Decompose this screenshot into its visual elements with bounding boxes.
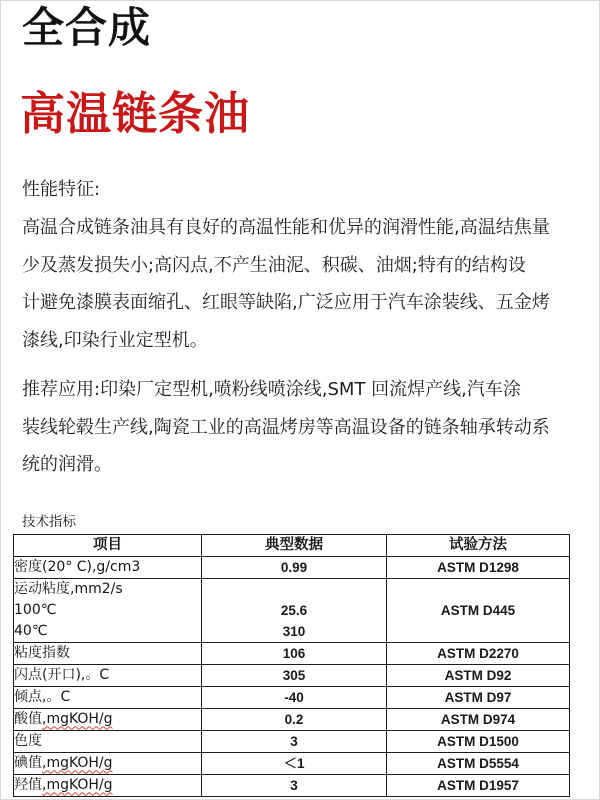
item-label: 羟值 [14,776,42,793]
value-cell: 3 [202,774,387,796]
product-name-title: 高温链条油 [20,87,251,140]
table-row [14,664,570,686]
item-cell: 粘度指数 [14,642,202,664]
method-cell: ASTM D1298 [387,556,570,578]
item-line: 40℃ [14,622,48,639]
paragraph-line: 装线轮毂生产线,陶瓷工业的高温烤房等高温设备的链条轴承转动系 [22,416,550,438]
table-caption: 技术指标 [22,513,76,530]
product-category-title: 全合成 [22,3,152,52]
item-line: 运动粘度,mm2/s [14,580,123,597]
item-cell [14,578,202,642]
table-row [14,752,570,774]
item-unit: ,mgKOH/g [42,710,113,727]
item-cell [14,708,202,730]
value-cell: 0.99 [202,556,387,578]
method-cell: ASTM D1500 [387,730,570,752]
item-unit: ,mgKOH/g [42,754,113,771]
column-header-test-method: 试验方法 [387,534,570,556]
table-row [14,642,570,664]
value-cell [202,578,387,642]
paragraph-line: 少及蒸发损失小;高闪点,不产生油泥、积碳、油烟;特有的结构设 [22,254,526,276]
item-line: 100℃ [14,601,57,618]
method-cell: ASTM D2270 [387,642,570,664]
specs-table [13,534,570,797]
value-cell: 106 [202,642,387,664]
item-unit: ,mgKOH/g [42,776,113,793]
item-cell [14,774,202,796]
value-cell: ＜1 [202,752,387,774]
method-cell: ASTM D97 [387,686,570,708]
method-cell: ASTM D5554 [387,752,570,774]
item-label: 酸值 [14,710,42,727]
value-cell: 0.2 [202,708,387,730]
table-row [14,730,570,752]
method-cell: ASTM D92 [387,664,570,686]
item-cell: 密度(20° C),g/cm3 [14,556,202,578]
item-cell: 色度 [14,730,202,752]
method-cell: ASTM D1957 [387,774,570,796]
paragraph-line: 统的润滑。 [22,454,112,475]
paragraph-line: 漆线,印染行业定型机。 [22,329,208,351]
performance-paragraph [22,209,573,359]
paragraph-line: 高温合成链条油具有良好的高温性能和优异的润滑性能,高温结焦量 [22,217,550,238]
application-paragraph [22,371,573,484]
table-row [14,774,570,796]
value-cell: -40 [202,686,387,708]
item-label: 碘值 [14,754,42,771]
table-row [14,556,570,578]
table-row [14,686,570,708]
value-cell: 3 [202,730,387,752]
item-cell [14,752,202,774]
table-header-row [14,534,570,556]
paragraph-line: 推荐应用:印染厂定型机,喷粉线喷涂线,SMT 回流焊产线,汽车涂 [22,379,521,400]
value-line: 310 [282,623,306,639]
item-cell: 闪点(开口),。C [14,664,202,686]
value-line: 25.6 [280,602,308,618]
paragraph-line: 计避免漆膜表面缩孔、红眼等缺陷,广泛应用于汽车涂装线、五金烤 [22,292,550,313]
performance-heading: 性能特征: [22,179,101,200]
item-cell: 倾点,。C [14,686,202,708]
method-cell: ASTM D974 [387,708,570,730]
method-cell: ASTM D445 [387,578,570,642]
table-row [14,708,570,730]
value-line [202,579,386,600]
value-cell: 305 [202,664,387,686]
table-row-viscosity [14,578,570,642]
column-header-typical-data: 典型数据 [202,534,387,556]
column-header-item: 项目 [14,534,202,556]
